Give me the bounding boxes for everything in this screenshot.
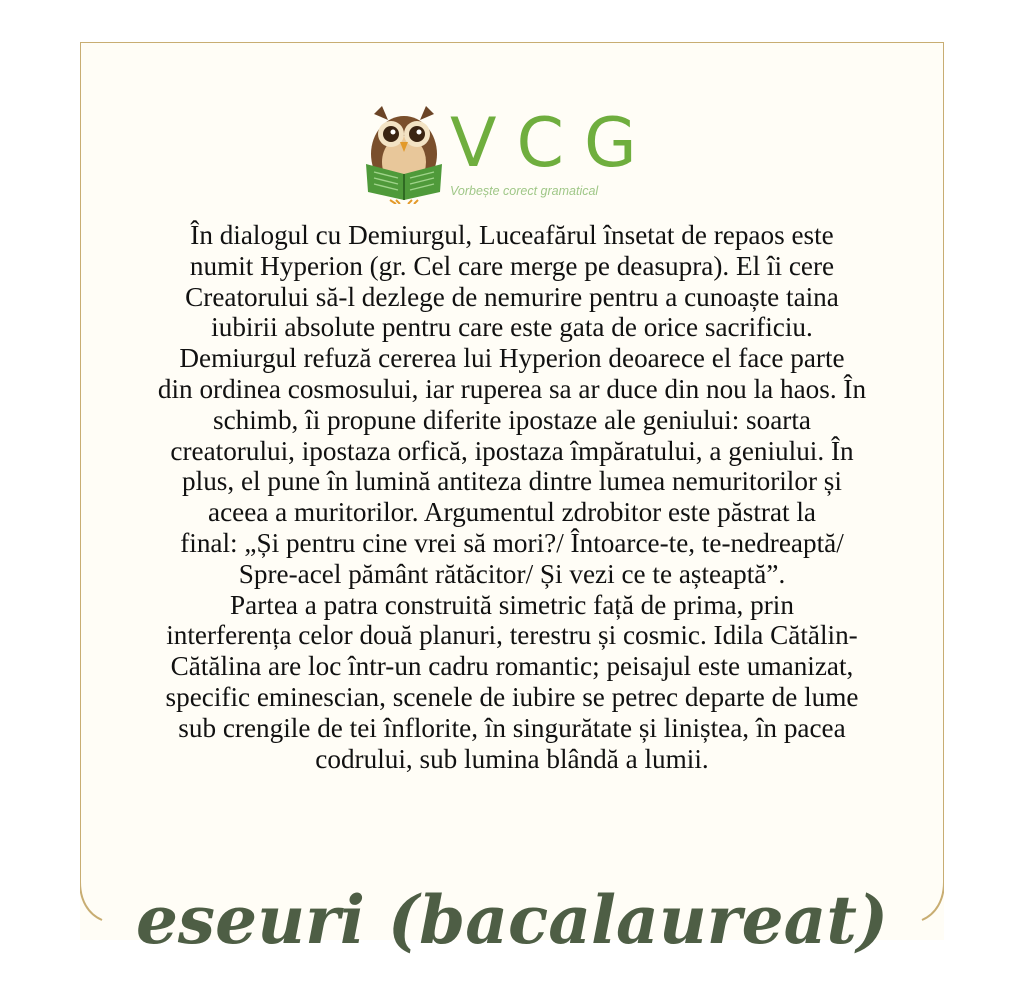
footer-title: eseuri (bacalaureat) (135, 881, 889, 959)
text-line: final: „Și pentru cine vrei să mori?/ Întoarce-te, te-nedreaptă/ (180, 527, 844, 558)
text-line: schimb, îi propune diferite ipostaze ale geniului: soarta (213, 404, 811, 435)
text-line: codrului, sub lumina blândă a lumii. (315, 743, 709, 774)
text-line: iubirii absolute pentru care este gata de orice sacrificiu. (211, 312, 813, 343)
text-line: numit Hyperion (gr. Cel care merge pe deasupra). El îi cere (189, 250, 835, 281)
text-line: În dialogul cu Demiurgul, Luceafărul însetat de repaos este (190, 220, 834, 250)
owl-reading-book-icon (362, 104, 446, 204)
text-line: Partea a patra construită simetric față de prima, prin (230, 589, 794, 620)
text-line: Creatorului să-l dezlege de nemurire pentru a cunoaște taina (185, 281, 839, 312)
essay-text (84, 220, 940, 774)
brand-tagline: Vorbește corect gramatical (450, 184, 599, 198)
text-line: sub crengile de tei înflorite, în singurătate și liniștea, în pacea (178, 712, 846, 743)
text-line: Spre-acel pământ rătăcitor/ Și vezi ce te așteaptă”. (238, 558, 786, 589)
text-line: plus, el pune în lumină antiteza dintre lumea nemuritorilor și (182, 466, 842, 497)
text-line: Demiurgul refuză cererea lui Hyperion deoarece el face parte (179, 343, 845, 374)
brand-name: VCG (450, 104, 657, 183)
text-line: specific eminescian, scenele de iubire se petrec departe de lume (165, 681, 859, 712)
text-line: creatorului, ipostaza orfică, ipostaza împăratului, a geniului. În (170, 435, 854, 466)
text-line: aceea a muritorilor. Argumentul zdrobitor este păstrat la (208, 497, 816, 528)
text-line: din ordinea cosmosului, iar ruperea sa ar duce din nou la haos. În (157, 373, 867, 404)
vcg-logo (362, 104, 662, 204)
text-line: interferența celor două planuri, terestru și cosmic. Idila Cătălin- (166, 620, 858, 651)
text-line: Cătălina are loc într-un cadru romantic; peisajul este umanizat, (170, 651, 854, 682)
